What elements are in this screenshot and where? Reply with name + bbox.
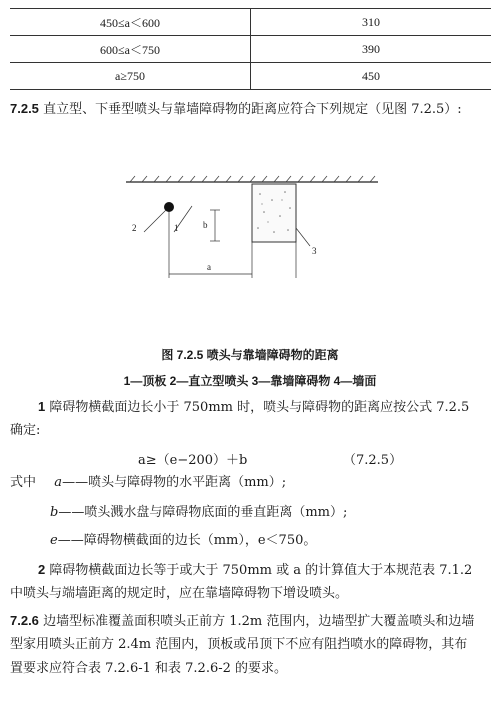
section-726-line2: 型家用喷头正前方 2.4m 范围内，顶板或吊顶下不应有阻挡喷水的障碍物，其布	[10, 637, 468, 652]
table-row	[10, 36, 491, 63]
def-e-symbol: e	[50, 533, 58, 548]
def-e-text: ——障碍物横截面的边长（mm），e＜750。	[57, 533, 317, 548]
def-b-symbol: b	[50, 505, 59, 520]
item2-line1	[38, 561, 472, 580]
item1-text: 障碍物横截面边长小于 750mm 时，喷头与障碍物的距离应按公式 7.2.5	[49, 400, 470, 415]
section-726-number: 7.2.6	[10, 613, 39, 628]
table-cell-range: 600≤a＜750	[10, 36, 251, 63]
obstruction	[252, 184, 296, 242]
item1-number: 1	[38, 399, 46, 414]
figure-diagram	[122, 170, 382, 280]
def-a-text: ——喷头与障碍物的水平距离（mm）;	[62, 475, 287, 490]
label-3: 3	[312, 246, 317, 256]
section-726-line3: 置要求应符合表 7.2.6-1 和表 7.2.6-2 的要求。	[10, 661, 288, 676]
table-row	[10, 63, 491, 90]
section-725	[10, 100, 462, 119]
def-b-text: ——喷头溅水盘与障碍物底面的垂直距离（mm）;	[58, 505, 348, 520]
table-row	[10, 9, 491, 36]
label-a: a	[207, 262, 211, 272]
def-b	[50, 504, 347, 522]
item1-line1	[38, 398, 469, 417]
formula: a≥（e−200）＋b	[138, 453, 248, 468]
def-a-symbol: a	[54, 475, 63, 490]
table-cell-value: 450	[251, 63, 492, 90]
section-text: 直立型、下垂型喷头与靠墙障碍物的距离应符合下列规定（见图 7.2.5）:	[43, 102, 462, 117]
item2-line2: 中喷头与端墙距离的规定时，应在靠墙障碍物下增设喷头。	[10, 586, 349, 601]
table-cell-range: a≥750	[10, 63, 251, 90]
table-cell-value: 390	[251, 36, 492, 63]
leader-2	[144, 210, 166, 232]
figure-caption: 图 7.2.5 喷头与靠墙障碍物的距离	[161, 348, 339, 362]
diagram-svg	[122, 170, 382, 280]
label-b: b	[203, 220, 208, 230]
spacing-table	[10, 8, 491, 90]
def-prefix: 式中	[10, 475, 37, 490]
def-e	[50, 532, 316, 550]
label-2: 2	[132, 223, 137, 233]
label-1: 1	[174, 223, 179, 233]
item2-number: 2	[38, 562, 46, 577]
section-726-text: 边墙型标准覆盖面积喷头正前方 1.2m 范围内，边墙型扩大覆盖喷头和边墙	[43, 614, 475, 629]
def-a	[10, 474, 286, 492]
leader-3	[296, 228, 310, 246]
formula-ref: （7.2.5）	[343, 453, 403, 468]
figure-legend: 1—顶板 2—直立型喷头 3—靠墙障碍物 4—墙面	[123, 374, 377, 388]
table-cell-value: 310	[251, 9, 492, 36]
item2-text: 障碍物横截面边长等于或大于 750mm 或 a 的计算值大于本规范表 7.1.2	[49, 563, 473, 578]
table-cell-range: 450≤a＜600	[10, 9, 251, 36]
section-number: 7.2.5	[10, 101, 39, 116]
ceiling-hatch	[130, 176, 375, 182]
section-726-line1	[10, 612, 474, 631]
item1-line2: 确定:	[10, 423, 41, 438]
